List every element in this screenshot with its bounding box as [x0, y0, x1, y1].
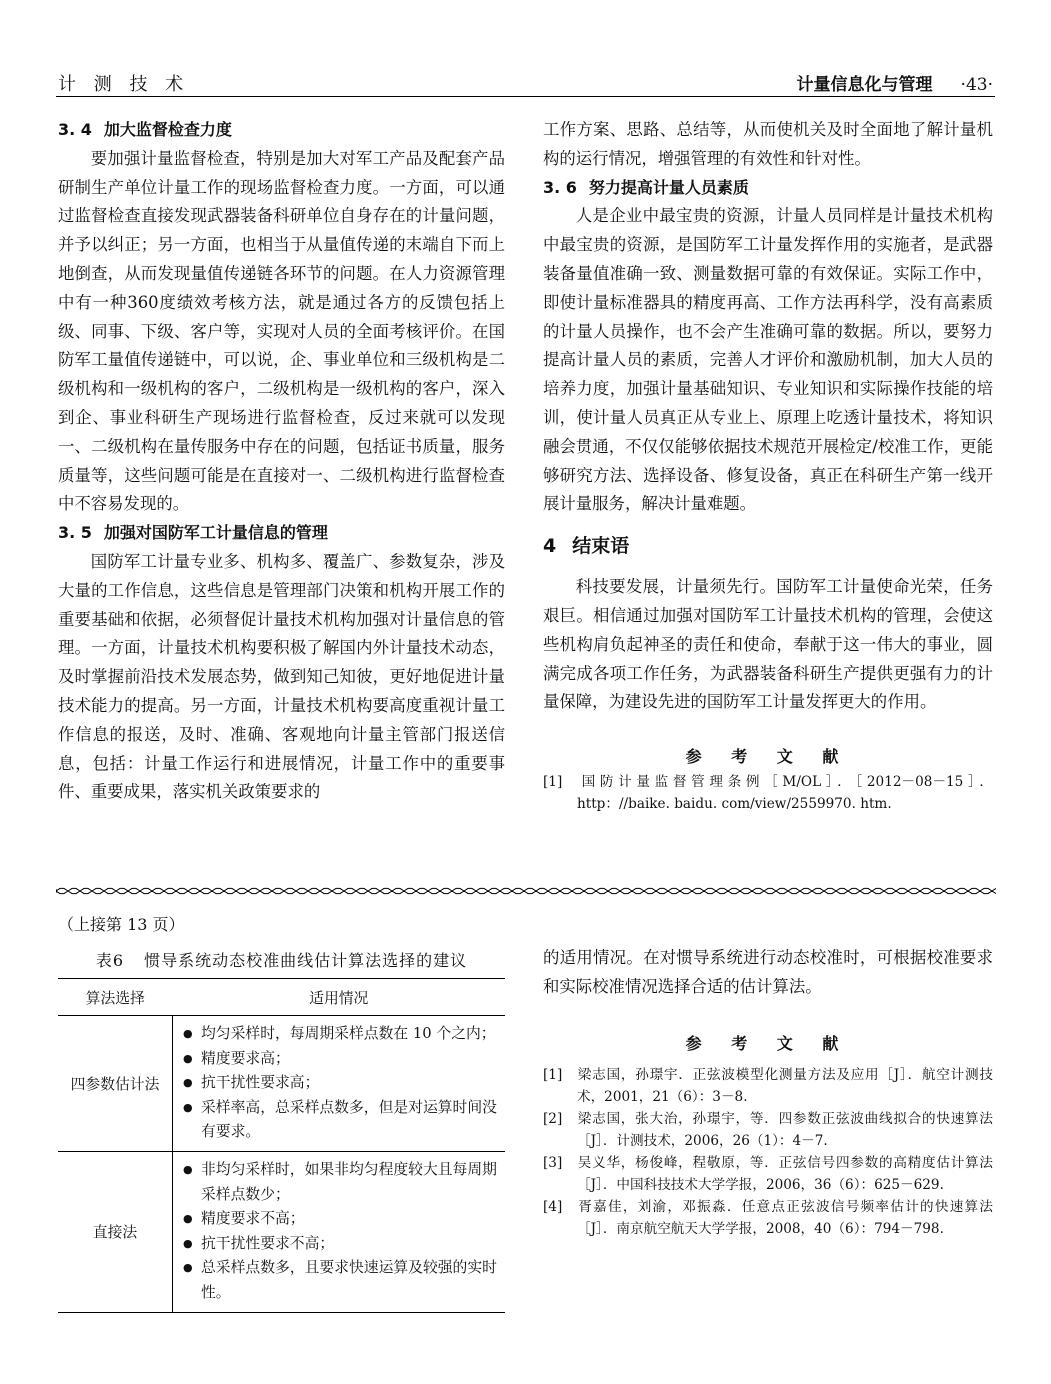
paragraph: 人是企业中最宝贵的资源，计量人员同样是计量技术机构中最宝贵的资源，是国防军工计量发挥作用的实施者，是武器装备量值准确一致、测量数据可靠的有效保证。实际工作中，即使计量标准器具的精度再高、工作方法再科学，没有高素质的计量人员操作，也不会产生准确可靠的数据。所以，要努力提高计量人员的素质，完善人才评价和激励机制，加大人员的培养力度，加强计量基础知识、专业知识和实际操作技能的培训，使计量人员真正从专业上、原理上吃透计量技术，将知识融会贯通，不仅仅能够依据技术规范开展检定/校准工作，更能够研究方法、选择设备、修复设备，真正在科研生产第一线开展计量服务，解决计量难题。 [543, 206, 993, 514]
section-heading-3-4: 3. 4 加大监督检查力度 [58, 120, 232, 139]
header-rule [56, 96, 995, 97]
page-number: ·43· [960, 75, 993, 95]
paragraph: 要加强计量监督检查，特别是加大对军工产品及配套产品研制生产单位计量工作的现场监督检查力度。一方面，可以通过监督检查直接发现武器装备科研单位自身存在的计量问题，并予以纠正；另一方面，也相当于从量值传递的末端自下而上地倒查，从而发现量值传递链各环节的问题。在人力资源管理中有一种360度绩效考核方法，就是通过各方的反馈包括上级、同事、下级、客户等，实现对人员的全面考核评价。在国防军工量值传递链中，可以说，企、事业单位和三级机构是二级机构和一级机构的客户，二级机构是一级机构的客户，深入到企、事业科研生产现场进行监督检查，反过来就可以发现一、二级机构在量传服务中存在的问题，包括证书质量，服务质量等，这些问题可能是在直接对一、二级机构进行监督检查中不容易发现的。 [58, 148, 505, 514]
method-cell: 直接法 [58, 1151, 173, 1312]
condition-item: ● 抗干扰性要求不高； [183, 1232, 505, 1257]
table-row [58, 1151, 505, 1312]
condition-item: ● 抗干扰性要求高； [183, 1071, 505, 1096]
wavy-divider [56, 884, 996, 898]
table-caption: 表6 惯导系统动态校准曲线估计算法选择的建议 [95, 951, 468, 970]
condition-item: ● 精度要求高； [183, 1047, 505, 1072]
condition-item: ● 均匀采样时，每周期采样点数在 10 个之内； [183, 1022, 505, 1047]
section-heading-4: 4 结束语 [543, 535, 630, 558]
paragraph: 工作方案、思路、总结等，从而使机关及时全面地了解计量机构的运行情况，增强管理的有效性和针对性。 [543, 120, 993, 168]
header-method: 算法选择 [58, 979, 173, 1016]
reference-item: [4] 胥嘉佳，刘渝，邓振淼．任意点正弦波信号频率估计的快速算法［J］．南京航空航天大学学报，2008，40（6）：794－798. [543, 1198, 993, 1237]
condition-item: ● 总采样点数多，且要求快速运算及较强的实时性。 [183, 1256, 505, 1305]
reference-item: [3] 吴义华，杨俊峰，程敬原，等．正弦信号四参数的高精度估计算法［J］．中国科技技术大学学报，2006，36（6）：625－629. [543, 1154, 993, 1193]
section-heading-3-5: 3. 5 加强对国防军工计量信息的管理 [58, 523, 328, 543]
right-column-lower [543, 944, 993, 1240]
condition-item: ● 精度要求不高； [183, 1207, 505, 1232]
conditions-cell [173, 1151, 506, 1312]
paragraph: 的适用情况。在对惯导系统进行动态校准时，可根据校准要求和实际校准情况选择合适的估计算法。 [543, 948, 993, 996]
journal-name: 计 测 技 术 [58, 74, 190, 95]
paragraph: 科技要发展，计量须先行。国防军工计量使命光荣，任务艰巨。相信通过加强对国防军工计量技术机构的管理，会使这些机构肩负起神圣的责任和使命，奉献于这一伟大的事业，圆满完成各项工作任务，为武器装备科研生产提供更强有力的计量保障，为建设先进的国防军工计量发挥更大的作用。 [543, 577, 993, 712]
left-column [58, 116, 505, 807]
running-head [797, 70, 993, 95]
reference-item: [1] 国防计量监督管理条例［M/OL］．［2012－08－15］．http：//baike. baidu. com/view/2559970. htm. [543, 774, 993, 813]
continued-note: （上接第 13 页） [58, 915, 185, 934]
conditions-cell [173, 1016, 506, 1152]
references-heading: 参 考 文 献 [685, 747, 851, 767]
paragraph: 国防军工计量专业多、机构多、覆盖广、参数复杂，涉及大量的工作信息，这些信息是管理部门决策和机构开展工作的重要基础和依据，必须督促计量技术机构加强对计量信息的管理。一方面，计量技术机构要积极了解国内外计量技术动态，及时掌握前沿技术发展态势，做到知己知彼，更好地促进计量技术能力的提高。另一方面，计量技术机构要高度重视计量工作信息的报送，及时、准确、客观地向计量主管部门报送信息，包括：计量工作运行和进展情况，计量工作中的重要事件、重要成果，落实机关政策要求的 [58, 551, 505, 802]
condition-item: ● 非均匀采样时，如果非均匀程度较大且每周期采样点数少； [183, 1158, 505, 1207]
right-column [543, 116, 993, 815]
section-heading-3-6: 3. 6 努力提高计量人员素质 [543, 177, 749, 197]
table-header-row [58, 979, 505, 1016]
algorithm-table [58, 978, 505, 1313]
section-name: 计量信息化与管理 [796, 75, 933, 95]
condition-item: ● 采样率高，总采样点数多，但是对运算时间没有要求。 [183, 1096, 505, 1145]
reference-item: [2] 梁志国，张大治，孙璟宇，等．四参数正弦波曲线拟合的快速算法［J］．计测技术，2006，26（1）：4－7. [543, 1110, 993, 1149]
table-row [58, 1016, 505, 1152]
reference-item: [1] 梁志国，孙璟宇．正弦波模型化测量方法及应用［J］．航空计测技术，2001，21（6）：3－8. [543, 1066, 993, 1105]
header-conditions: 适用情况 [173, 979, 506, 1016]
references-heading: 参 考 文 献 [685, 1033, 851, 1053]
method-cell: 四参数估计法 [58, 1016, 173, 1152]
